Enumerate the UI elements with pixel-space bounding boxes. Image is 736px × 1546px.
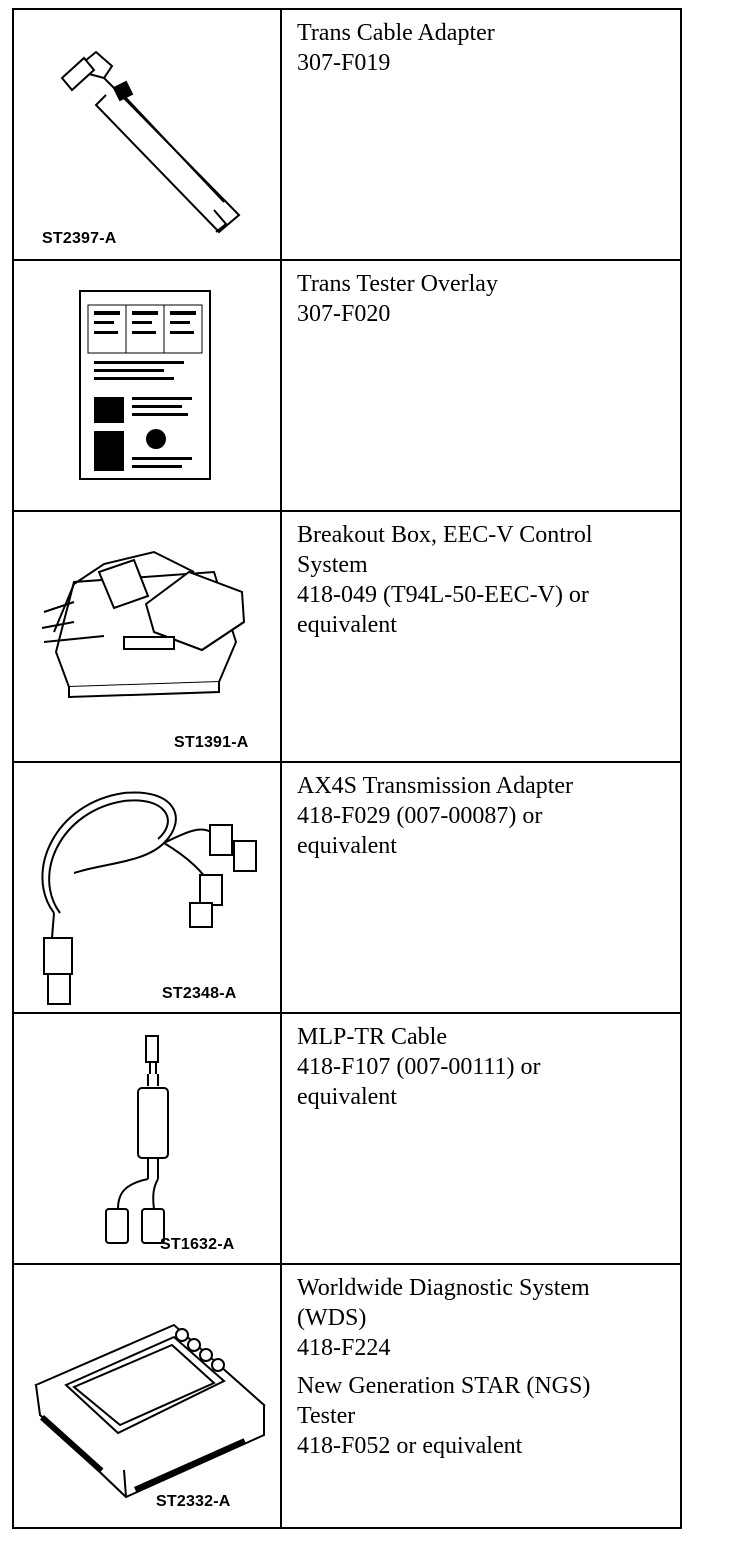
tool-row-ax4s-adapter — [14, 763, 680, 1014]
tool-image-code: ST2397-A — [42, 230, 117, 247]
tool-name-abbreviation: (WDS) — [297, 1305, 367, 1331]
tool-number: 307-F019 — [297, 50, 391, 76]
tool-number: 418-F107 (007-00111) or — [297, 1054, 541, 1080]
tool-row-breakout-box — [14, 512, 680, 763]
tool-name: AX4S Transmission Adapter — [297, 773, 574, 799]
trans-tester-overlay-illustration — [14, 261, 280, 512]
tool-image-code: ST2348-A — [162, 985, 237, 1002]
tool-row-mlp-tr-cable — [14, 1014, 680, 1265]
tool-number: 418-F029 (007-00087) or — [297, 803, 543, 829]
tool-name: Breakout Box, EEC-V Control — [297, 522, 593, 548]
tool-number: 418-F224 — [297, 1335, 391, 1361]
ax4s-adapter-illustration — [14, 763, 280, 1014]
alt-tool-number: 418-F052 or equivalent — [297, 1433, 523, 1459]
tool-illustration-cell — [14, 10, 282, 259]
alt-tool-name-continued: Tester — [297, 1403, 356, 1429]
tool-name: Trans Cable Adapter — [297, 20, 495, 46]
tool-illustration-cell — [14, 763, 282, 1012]
mlp-tr-cable-illustration — [14, 1014, 280, 1265]
tool-description — [297, 520, 672, 640]
tool-row-trans-tester-overlay — [14, 261, 680, 512]
wds-ngs-tester-illustration — [14, 1265, 280, 1527]
tool-description — [297, 269, 672, 329]
tool-illustration-cell — [14, 1265, 282, 1527]
tool-equivalent-note: equivalent — [297, 833, 397, 859]
tool-equivalent-note: equivalent — [297, 1084, 397, 1110]
trans-cable-adapter-illustration — [14, 10, 280, 261]
alt-tool-name: New Generation STAR (NGS) — [297, 1373, 591, 1399]
tool-row-trans-cable-adapter — [14, 10, 680, 261]
tool-description — [297, 1022, 672, 1112]
tool-name: Trans Tester Overlay — [297, 271, 498, 297]
tool-name: Worldwide Diagnostic System — [297, 1275, 590, 1301]
breakout-box-illustration — [14, 512, 280, 763]
tool-equivalent-note: equivalent — [297, 612, 397, 638]
tool-image-code: ST1391-A — [174, 734, 249, 751]
special-tools-table — [12, 8, 682, 1529]
tool-row-wds-ngs-tester — [14, 1265, 680, 1527]
tool-description — [297, 771, 672, 861]
tool-description — [297, 1273, 672, 1461]
tool-number: 418-049 (T94L-50-EEC-V) or — [297, 582, 589, 608]
tool-illustration-cell — [14, 261, 282, 510]
tool-image-code: ST2332-A — [156, 1493, 231, 1510]
tool-name-continued: System — [297, 552, 368, 578]
tool-illustration-cell — [14, 512, 282, 761]
tool-illustration-cell — [14, 1014, 282, 1263]
tool-description — [297, 18, 672, 78]
tool-name: MLP-TR Cable — [297, 1024, 447, 1050]
tool-image-code: ST1632-A — [160, 1236, 235, 1253]
tool-number: 307-F020 — [297, 301, 391, 327]
